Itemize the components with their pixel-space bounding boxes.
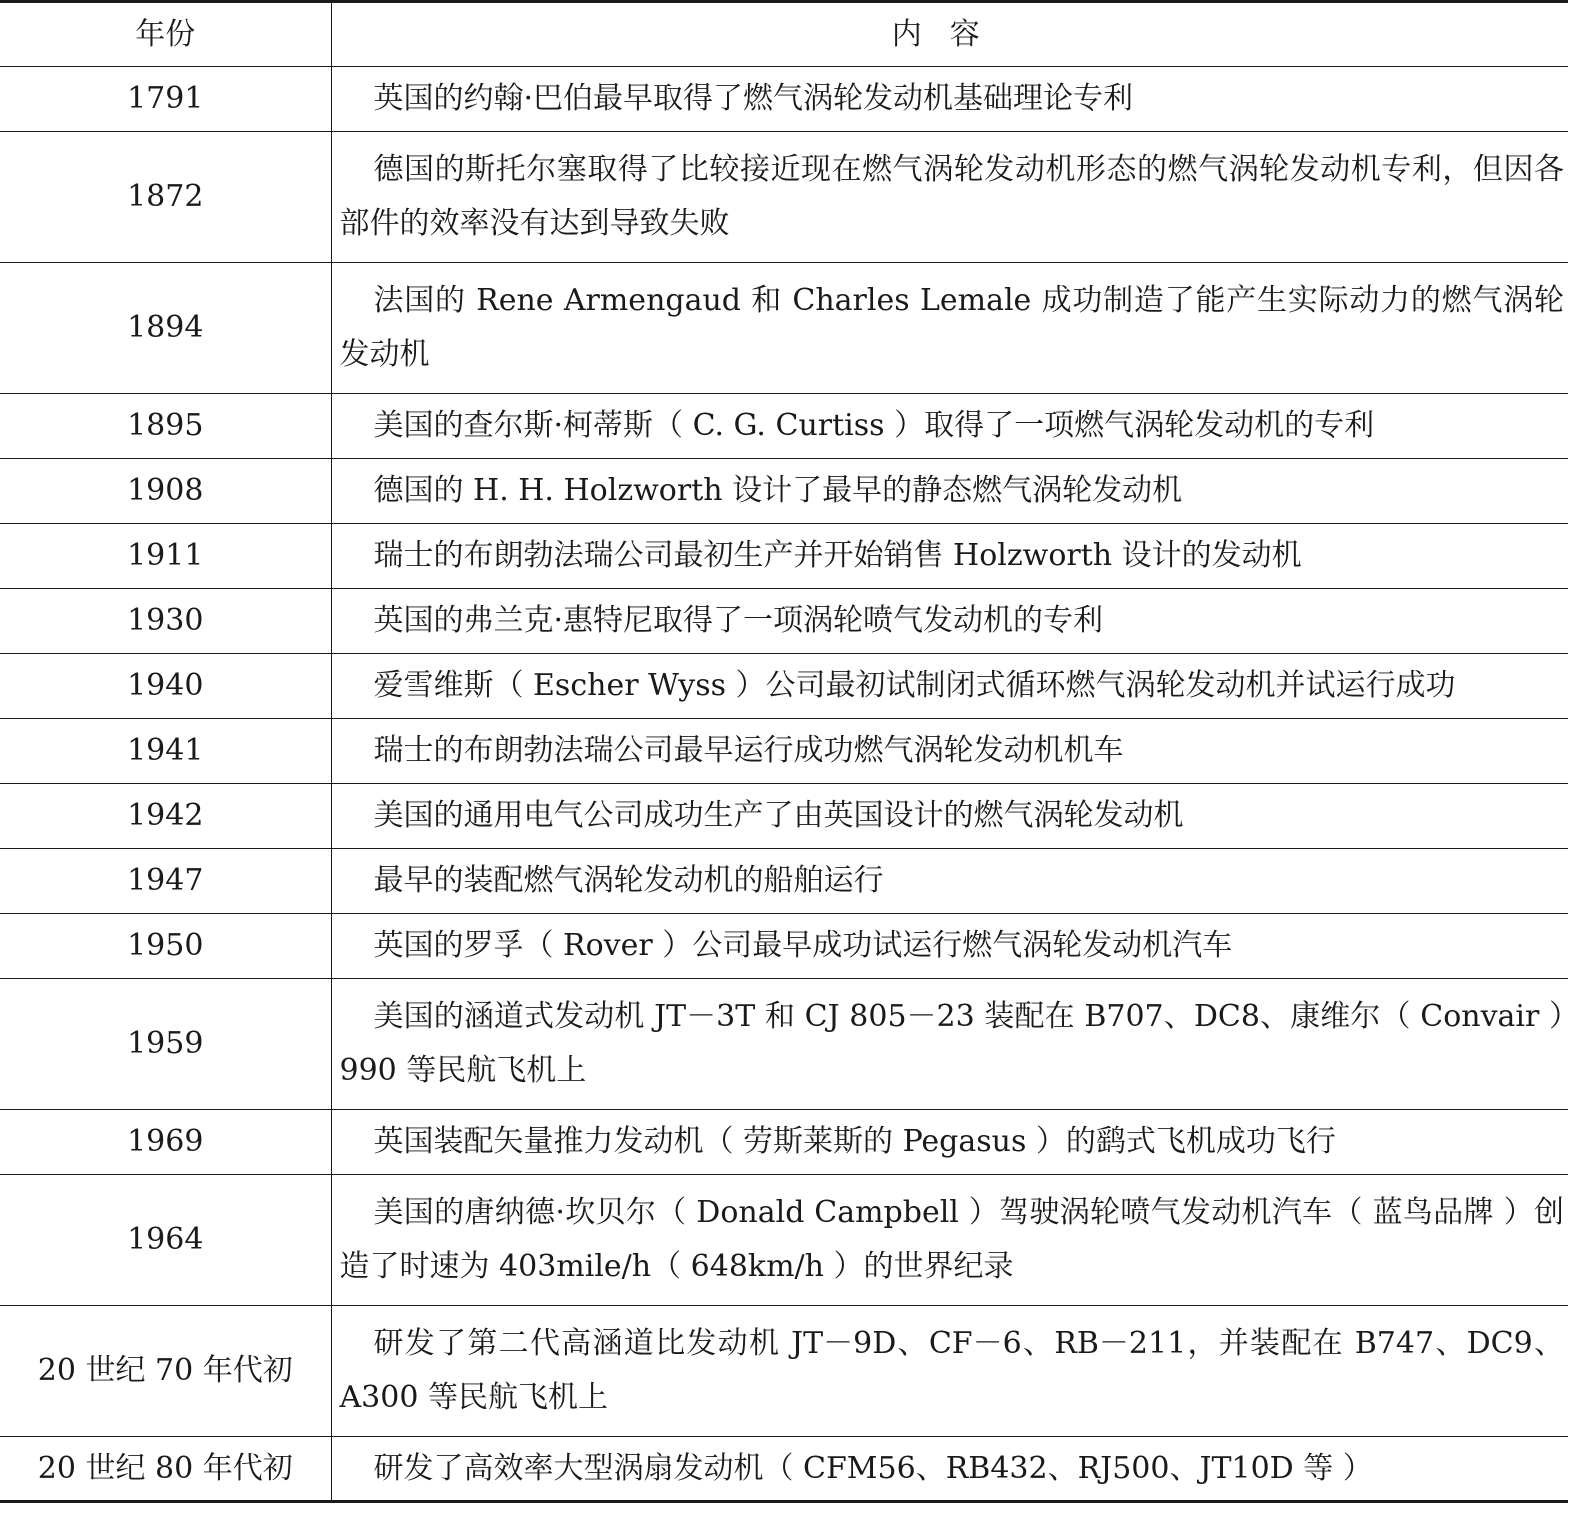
content-cell: 英国的罗孚（ Rover ）公司最早成功试运行燃气涡轮发动机汽车 (331, 914, 1568, 979)
year-cell: 1791 (0, 67, 331, 132)
table-row (0, 459, 1568, 524)
content-cell: 英国的约翰·巴伯最早取得了燃气涡轮发动机基础理论专利 (331, 67, 1568, 132)
year-cell: 1911 (0, 524, 331, 589)
table-row (0, 1437, 1568, 1502)
table-body (0, 67, 1568, 1502)
content-cell: 瑞士的布朗勃法瑞公司最初生产并开始销售 Holzworth 设计的发动机 (331, 524, 1568, 589)
year-cell: 1908 (0, 459, 331, 524)
table-row (0, 1175, 1568, 1306)
table-row (0, 914, 1568, 979)
year-cell: 20 世纪 70 年代初 (0, 1306, 331, 1437)
year-cell: 1964 (0, 1175, 331, 1306)
year-cell: 1947 (0, 849, 331, 914)
content-cell: 爱雪维斯（ Escher Wyss ）公司最初试制闭式循环燃气涡轮发动机并试运行成功 (331, 654, 1568, 719)
table-row (0, 1306, 1568, 1437)
content-column-header: 内容 (331, 2, 1568, 67)
content-cell: 研发了第二代高涵道比发动机 JT－9D、CF－6、RB－211，并装配在 B747、DC9、A300 等民航飞机上 (331, 1306, 1568, 1437)
table-row (0, 589, 1568, 654)
table-row (0, 784, 1568, 849)
table-row (0, 849, 1568, 914)
content-cell: 英国的弗兰克·惠特尼取得了一项涡轮喷气发动机的专利 (331, 589, 1568, 654)
content-cell: 最早的装配燃气涡轮发动机的船舶运行 (331, 849, 1568, 914)
year-cell: 20 世纪 80 年代初 (0, 1437, 331, 1502)
table-row (0, 979, 1568, 1110)
year-cell: 1894 (0, 263, 331, 394)
table-header (0, 2, 1568, 67)
year-cell: 1872 (0, 132, 331, 263)
content-cell: 英国装配矢量推力发动机（ 劳斯莱斯的 Pegasus ）的鹞式飞机成功飞行 (331, 1110, 1568, 1175)
content-cell: 美国的查尔斯·柯蒂斯（ C. G. Curtiss ）取得了一项燃气涡轮发动机的专利 (331, 394, 1568, 459)
year-cell: 1969 (0, 1110, 331, 1175)
table-row (0, 654, 1568, 719)
content-cell: 研发了高效率大型涡扇发动机（ CFM56、RB432、RJ500、JT10D 等 ） (331, 1437, 1568, 1502)
table-row (0, 394, 1568, 459)
content-cell: 美国的通用电气公司成功生产了由英国设计的燃气涡轮发动机 (331, 784, 1568, 849)
year-cell: 1941 (0, 719, 331, 784)
table-row (0, 1110, 1568, 1175)
table-row (0, 263, 1568, 394)
header-row (0, 2, 1568, 67)
table-row (0, 132, 1568, 263)
content-cell: 德国的 H. H. Holzworth 设计了最早的静态燃气涡轮发动机 (331, 459, 1568, 524)
table-row (0, 67, 1568, 132)
year-cell: 1930 (0, 589, 331, 654)
content-cell: 法国的 Rene Armengaud 和 Charles Lemale 成功制造了能产生实际动力的燃气涡轮发动机 (331, 263, 1568, 394)
table-row (0, 719, 1568, 784)
content-cell: 美国的唐纳德·坎贝尔（ Donald Campbell ）驾驶涡轮喷气发动机汽车（ 蓝鸟品牌 ）创造了时速为 403mile/h（ 648km/h ）的世界纪录 (331, 1175, 1568, 1306)
year-cell: 1950 (0, 914, 331, 979)
year-cell: 1959 (0, 979, 331, 1110)
content-cell: 瑞士的布朗勃法瑞公司最早运行成功燃气涡轮发动机机车 (331, 719, 1568, 784)
year-cell: 1942 (0, 784, 331, 849)
content-cell: 德国的斯托尔塞取得了比较接近现在燃气涡轮发动机形态的燃气涡轮发动机专利，但因各部件的效率没有达到导致失败 (331, 132, 1568, 263)
content-cell: 美国的涵道式发动机 JT－3T 和 CJ 805－23 装配在 B707、DC8、康维尔（ Convair ）990 等民航飞机上 (331, 979, 1568, 1110)
table-row (0, 524, 1568, 589)
year-cell: 1895 (0, 394, 331, 459)
year-column-header: 年份 (0, 2, 331, 67)
year-cell: 1940 (0, 654, 331, 719)
